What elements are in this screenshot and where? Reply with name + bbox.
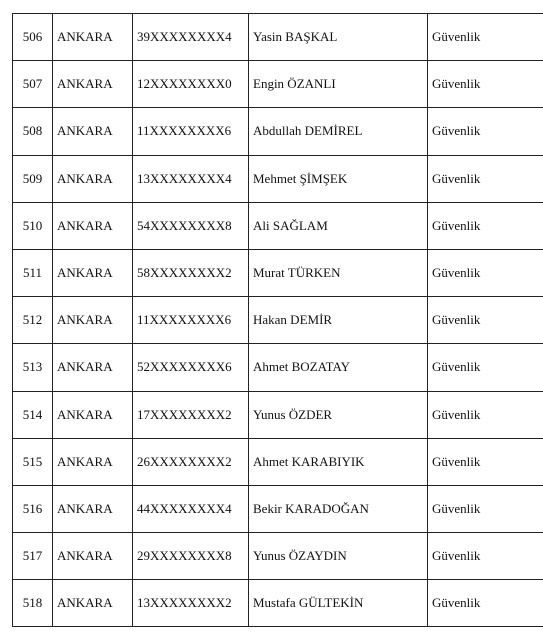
row-number-cell: 516	[13, 485, 53, 532]
row-number-cell: 513	[13, 344, 53, 391]
position-cell: Güvenlik	[428, 485, 543, 532]
masked-id-cell: 58XXXXXXXX2	[133, 249, 249, 296]
table-row	[13, 580, 543, 627]
table-row	[13, 61, 543, 108]
position-cell: Güvenlik	[428, 14, 543, 61]
full-name-cell: Ahmet BOZATAY	[249, 344, 428, 391]
table-row	[13, 249, 543, 296]
masked-id-cell: 29XXXXXXXX8	[133, 533, 249, 580]
row-number-cell: 511	[13, 249, 53, 296]
city-cell: ANKARA	[53, 249, 133, 296]
city-cell: ANKARA	[53, 438, 133, 485]
full-name-cell: Yunus ÖZDER	[249, 391, 428, 438]
position-cell: Güvenlik	[428, 61, 543, 108]
row-number-cell: 515	[13, 438, 53, 485]
table-row	[13, 108, 543, 155]
masked-id-cell: 11XXXXXXXX6	[133, 297, 249, 344]
city-cell: ANKARA	[53, 61, 133, 108]
row-number-cell: 508	[13, 108, 53, 155]
full-name-cell: Mehmet ŞİMŞEK	[249, 155, 428, 202]
full-name-cell: Bekir KARADOĞAN	[249, 485, 428, 532]
table-row	[13, 533, 543, 580]
full-name-cell: Ahmet KARABIYIK	[249, 438, 428, 485]
position-cell: Güvenlik	[428, 202, 543, 249]
table-row	[13, 14, 543, 61]
full-name-cell: Engin ÖZANLI	[249, 61, 428, 108]
row-number-cell: 510	[13, 202, 53, 249]
city-cell: ANKARA	[53, 108, 133, 155]
position-cell: Güvenlik	[428, 155, 543, 202]
full-name-cell: Ali SAĞLAM	[249, 202, 428, 249]
position-cell: Güvenlik	[428, 580, 543, 627]
city-cell: ANKARA	[53, 202, 133, 249]
city-cell: ANKARA	[53, 580, 133, 627]
table-row	[13, 202, 543, 249]
masked-id-cell: 11XXXXXXXX6	[133, 108, 249, 155]
row-number-cell: 507	[13, 61, 53, 108]
city-cell: ANKARA	[53, 391, 133, 438]
personnel-table-body	[13, 14, 543, 627]
row-number-cell: 518	[13, 580, 53, 627]
row-number-cell: 506	[13, 14, 53, 61]
position-cell: Güvenlik	[428, 438, 543, 485]
masked-id-cell: 12XXXXXXXX0	[133, 61, 249, 108]
full-name-cell: Mustafa GÜLTEKİN	[249, 580, 428, 627]
full-name-cell: Yasin BAŞKAL	[249, 14, 428, 61]
table-row	[13, 438, 543, 485]
position-cell: Güvenlik	[428, 108, 543, 155]
position-cell: Güvenlik	[428, 391, 543, 438]
city-cell: ANKARA	[53, 14, 133, 61]
table-row	[13, 391, 543, 438]
position-cell: Güvenlik	[428, 297, 543, 344]
table-row	[13, 485, 543, 532]
masked-id-cell: 26XXXXXXXX2	[133, 438, 249, 485]
masked-id-cell: 52XXXXXXXX6	[133, 344, 249, 391]
city-cell: ANKARA	[53, 485, 133, 532]
row-number-cell: 514	[13, 391, 53, 438]
table-row	[13, 155, 543, 202]
city-cell: ANKARA	[53, 155, 133, 202]
full-name-cell: Hakan DEMİR	[249, 297, 428, 344]
row-number-cell: 512	[13, 297, 53, 344]
table-row	[13, 297, 543, 344]
city-cell: ANKARA	[53, 533, 133, 580]
full-name-cell: Murat TÜRKEN	[249, 249, 428, 296]
personnel-table	[12, 13, 543, 627]
masked-id-cell: 13XXXXXXXX2	[133, 580, 249, 627]
masked-id-cell: 17XXXXXXXX2	[133, 391, 249, 438]
masked-id-cell: 13XXXXXXXX4	[133, 155, 249, 202]
masked-id-cell: 54XXXXXXXX8	[133, 202, 249, 249]
position-cell: Güvenlik	[428, 249, 543, 296]
position-cell: Güvenlik	[428, 344, 543, 391]
full-name-cell: Abdullah DEMİREL	[249, 108, 428, 155]
masked-id-cell: 44XXXXXXXX4	[133, 485, 249, 532]
table-row	[13, 344, 543, 391]
position-cell: Güvenlik	[428, 533, 543, 580]
city-cell: ANKARA	[53, 344, 133, 391]
row-number-cell: 517	[13, 533, 53, 580]
full-name-cell: Yunus ÖZAYDIN	[249, 533, 428, 580]
masked-id-cell: 39XXXXXXXX4	[133, 14, 249, 61]
city-cell: ANKARA	[53, 297, 133, 344]
row-number-cell: 509	[13, 155, 53, 202]
